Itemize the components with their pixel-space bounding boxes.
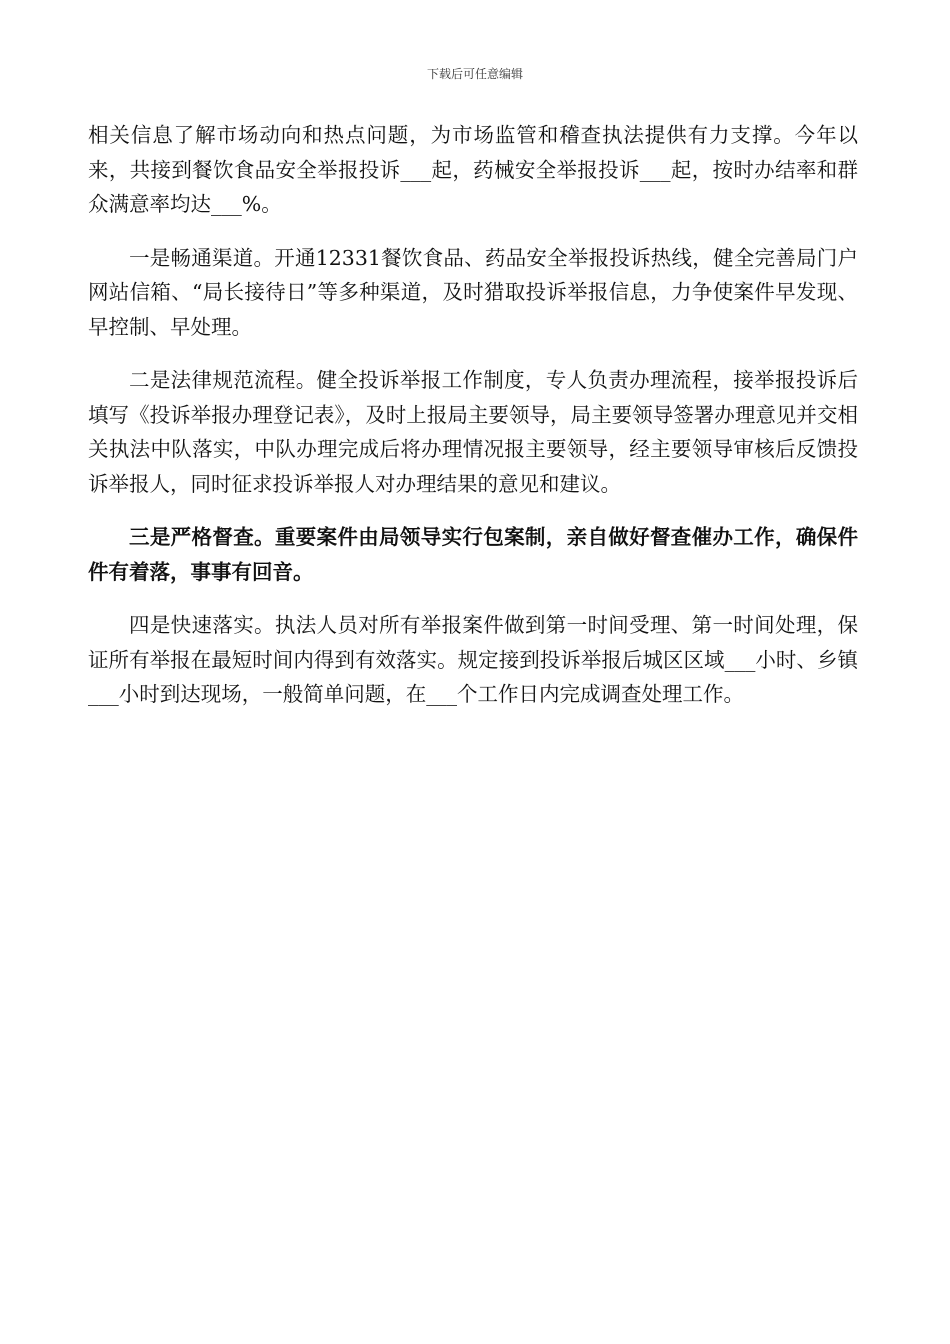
paragraph-implementation: 四是快速落实。执法人员对所有举报案件做到第一时间受理、第一时间处理，保证所有举报在最短时间内得到有效落实。规定接到投诉举报后城区区域___小时、乡镇___小时到达现场，一般简单问题，在___个工作日内完成调查处理工作。 — [88, 613, 858, 706]
paragraph-channels: 一是畅通渠道。开通12331餐饮食品、药品安全举报投诉热线，健全完善局门户网站信箱、“局长接待日”等多种渠道，及时猎取投诉举报信息，力争使案件早发现、早控制、早处理。 — [88, 245, 858, 339]
paragraph-process: 二是法律规范流程。健全投诉举报工作制度，专人负责办理流程，接举报投诉后填写《投诉举报办理登记表》，及时上报局主要领导，局主要领导签署办理意见并交相关执法中队落实，中队办理完成后将办理情况报主要领导，经主要领导审核后反馈投诉举报人，同时征求投诉举报人对办理结果的意见和建议。 — [88, 368, 858, 496]
document-body — [88, 118, 858, 731]
paragraph-supervision: 三是严格督查。重要案件由局领导实行包案制，亲自做好督查催办工作，确保件件有着落，事事有回音。 — [88, 525, 858, 584]
paragraph-intro: 相关信息了解市场动向和热点问题，为市场监管和稽查执法提供有力支撑。今年以来，共接到餐饮食品安全举报投诉___起，药械安全举报投诉___起，按时办结率和群众满意率均达___%。 — [88, 123, 858, 216]
page-header: 下载后可任意编辑 — [426, 67, 523, 81]
